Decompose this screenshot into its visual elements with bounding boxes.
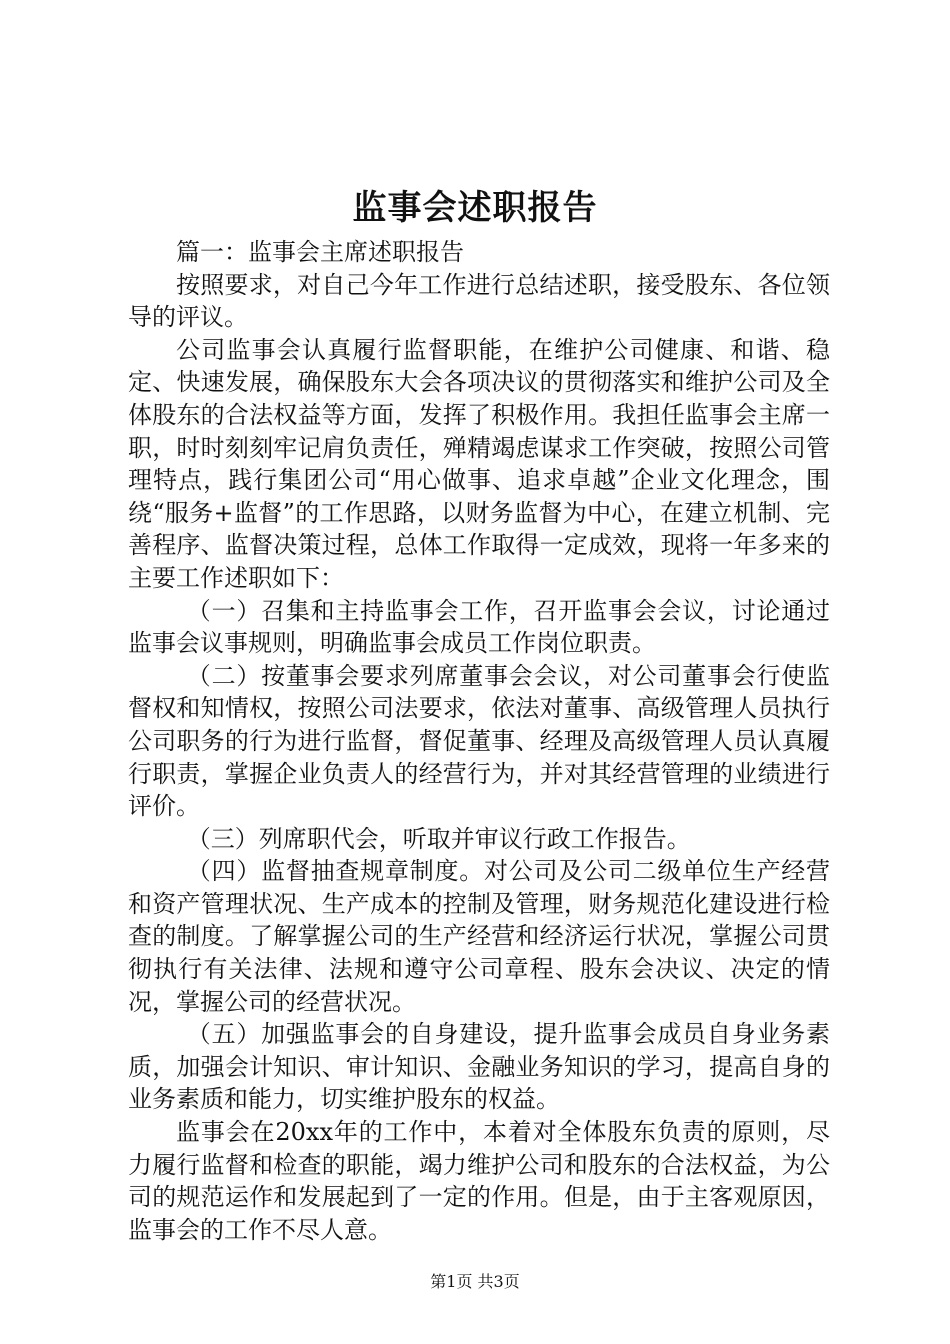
document-title: 监事会述职报告 bbox=[352, 188, 598, 228]
page-footer: 第1页 共3页 bbox=[430, 1272, 520, 1291]
list-item: （四）监督抽查规章制度。对公司及公司二级单位生产经营和资产管理状况、生产成本的控制及管理，财务规范化建设进行检查的制度。了解掌握公司的生产经营和经济运行状况，掌握公司贯彻执行有关法律、法规和遵守公司章程、股东会决议、决定的情况，掌握公司的经营状况。 bbox=[128, 857, 830, 1016]
list-item: （三）列席职代会，听取并审议行政工作报告。 bbox=[186, 824, 691, 853]
paragraph: 按照要求，对自己今年工作进行总结述职，接受股东、各位领导的评议。 bbox=[128, 270, 830, 332]
list-item: （一）召集和主持监事会工作，召开监事会会议，讨论通过监事会议事规则，明确监事会成员工作岗位职责。 bbox=[128, 596, 830, 658]
list-item: （二）按董事会要求列席董事会会议，对公司董事会行使监督权和知情权，按照公司法要求，依法对董事、高级管理人员执行公司职务的行为进行监督，督促董事、经理及高级管理人员认真履行职责，掌握企业负责人的经营行为，并对其经营管理的业绩进行评价。 bbox=[128, 661, 830, 821]
paragraph: 公司监事会认真履行监督职能，在维护公司健康、和谐、稳定、快速发展，确保股东大会各项决议的贯彻落实和维护公司及全体股东的合法权益等方面，发挥了积极作用。我担任监事会主席一职，时时刻刻牢记肩负责任，殚精竭虑谋求工作突破，按照公司管理特点，践行集团公司“用心做事、追求卓越”企业文化理念，围绕“服务+监督”的工作思路，以财务监督为中心，在建立机制、完善程序、监督决策过程，总体工作取得一定成效，现将一年多来的主要工作述职如下： bbox=[128, 335, 830, 592]
paragraph: 监事会在20xx年的工作中，本着对全体股东负责的原则，尽力履行监督和检查的职能，竭力维护公司和股东的合法权益，为公司的规范运作和发展起到了一定的作用。但是，由于主客观原因，监事会的工作不尽人意。 bbox=[128, 1118, 830, 1244]
section-heading: 篇一：监事会主席述职报告 bbox=[176, 238, 464, 266]
document-body bbox=[128, 236, 830, 1246]
list-item: （五）加强监事会的自身建设，提升监事会成员自身业务素质，加强会计知识、审计知识、金融业务知识的学习，提高自身的业务素质和能力，切实维护股东的权益。 bbox=[128, 1020, 830, 1114]
